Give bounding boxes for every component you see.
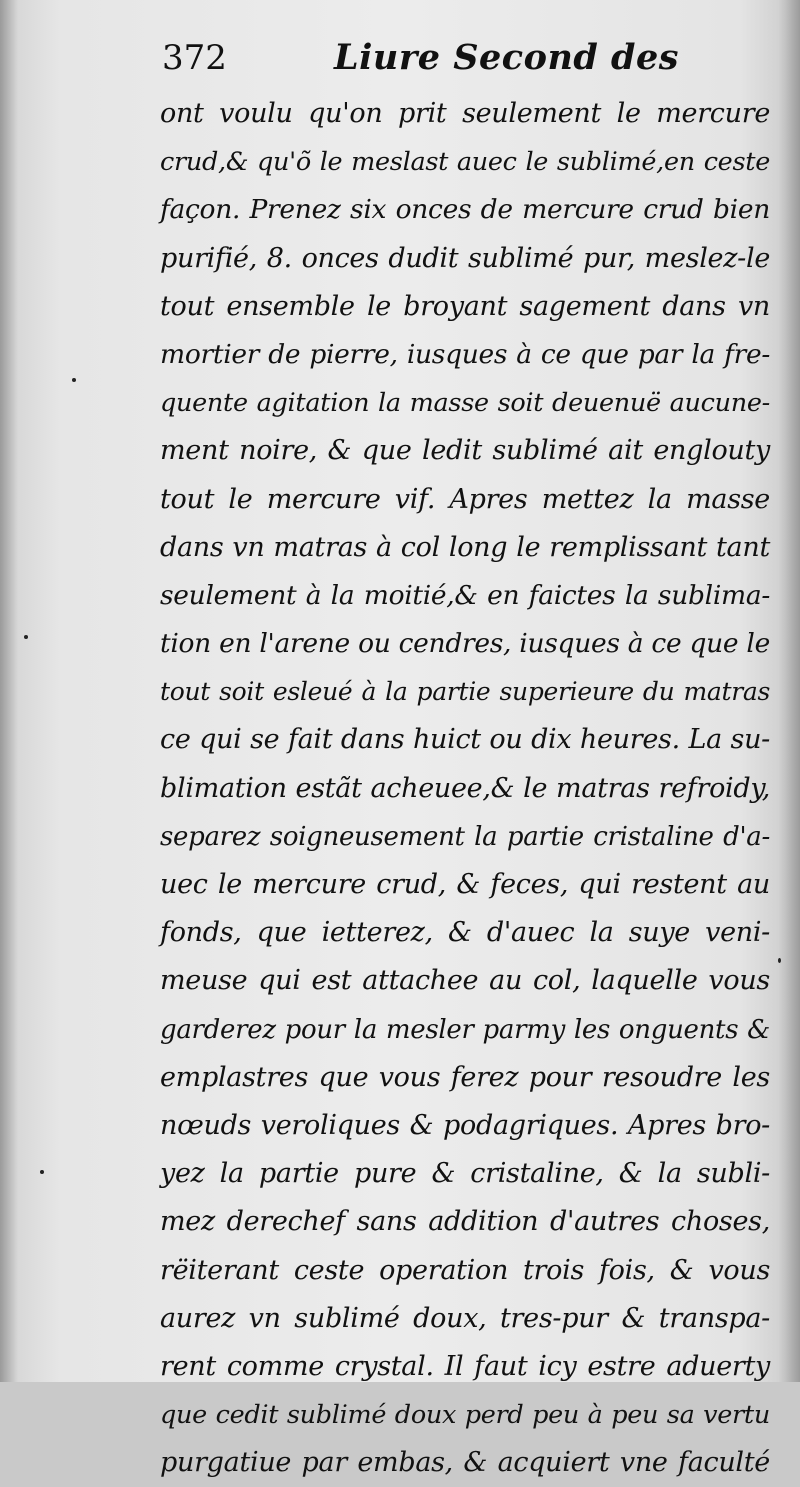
text-line: garderez pour la mesler parmy les onguents & [160, 1014, 770, 1045]
text-line: purgatiue par embas, & acquiert vne faculté [160, 1447, 770, 1479]
text-line: ce qui se fait dans huict ou dix heures. La su- [160, 724, 770, 756]
text-line: tion en l'arene ou cendres, iusques à ce que le [160, 628, 770, 660]
ink-speck [24, 635, 28, 639]
ink-speck [72, 378, 76, 382]
text-line: meuse qui est attachee au col, laquelle vous [160, 965, 770, 997]
text-line: separez soigneusement la partie cristaline d'a- [160, 821, 770, 852]
text-line: tout le mercure vif. Apres mettez la masse [160, 483, 770, 515]
text-line: rëiterant ceste operation trois fois, & vous [160, 1254, 770, 1286]
page-number: 372 [162, 38, 227, 78]
text-line: que cedit sublimé doux perd peu à peu sa vertu [160, 1400, 770, 1431]
text-line: nœuds veroliques & podagriques. Apres bro- [160, 1109, 770, 1141]
text-line: fonds, que ietterez, & d'auec la suye veni- [160, 917, 770, 949]
text-line: emplastres que vous ferez pour resoudre les [160, 1061, 770, 1093]
text-line: aurez vn sublimé doux, tres-pur & transpa- [160, 1302, 770, 1334]
ink-speck [778, 958, 781, 963]
body-text [160, 90, 770, 1487]
text-line: tout soit esleué à la partie superieure du matras [160, 677, 770, 707]
text-line: crud,& qu'õ le meslast auec le sublimé,en ceste [160, 147, 770, 178]
text-line: seulement à la moitié,& en faictes la sublima- [160, 579, 770, 611]
ink-speck [40, 1170, 44, 1174]
text-line: dans vn matras à col long le remplissant tant [160, 531, 770, 563]
text-line: yez la partie pure & cristaline, & la subli- [160, 1158, 770, 1190]
text-line: mortier de pierre, iusques à ce que par la fre- [160, 338, 770, 370]
running-title: Liure Second des [334, 37, 679, 78]
text-line: mez derechef sans addition d'autres choses, [160, 1206, 770, 1238]
text-line: tout ensemble le broyant sagement dans vn [160, 290, 770, 322]
text-line: ment noire, & que ledit sublimé ait englouty [160, 435, 770, 467]
text-line: uec le mercure crud, & feces, qui restent au [160, 869, 770, 900]
text-line: quente agitation la masse soit deuenuë aucune- [160, 388, 770, 419]
text-line: blimation estãt acheuee,& le matras refroidy, [160, 772, 770, 804]
page-edge-shadow [778, 0, 800, 1382]
text-line: façon. Prenez six onces de mercure crud bien [160, 194, 770, 226]
text-line: purifié, 8. onces dudit sublimé pur, meslez-le [160, 242, 770, 274]
text-line: ont voulu qu'on prit seulement le mercure [160, 98, 770, 129]
text-line: rent comme crystal. Il faut icy estre aduerty [160, 1350, 770, 1382]
page-header [162, 34, 762, 82]
